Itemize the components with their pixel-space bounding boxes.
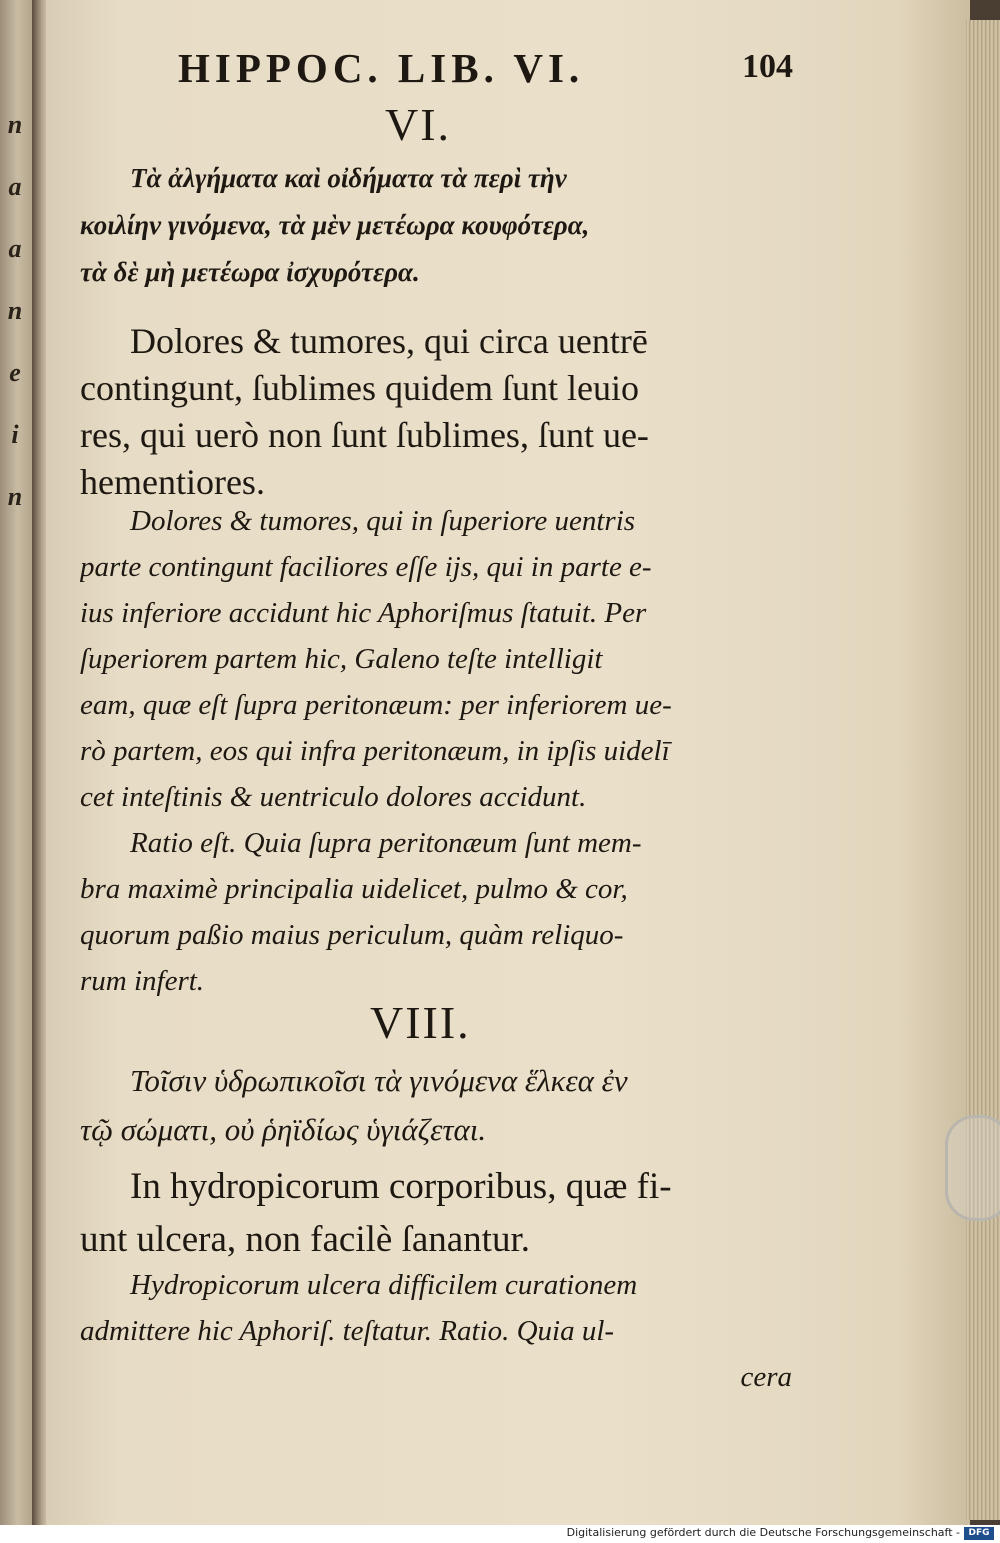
latin-line: unt ulcera, non facilè ſanantur. <box>80 1219 530 1260</box>
greek-aphorism-viii <box>80 1056 800 1154</box>
left-letter: a <box>8 234 22 263</box>
left-letter: i <box>11 420 19 449</box>
digitization-footer <box>0 1525 1000 1543</box>
running-head: HIPPOC. LIB. VI. <box>178 45 585 91</box>
clip-shadow <box>945 1115 1000 1221</box>
page-number: 104 <box>742 48 793 85</box>
left-letter: n <box>7 110 23 139</box>
latin-line: In hydropicorum corporibus, quæ fi- <box>130 1166 672 1207</box>
dfg-logo: DFG <box>964 1527 994 1540</box>
commentary-line: ſuperiorem partem hic, Galeno teſte intelligit <box>80 643 603 675</box>
section-numeral-vi: VI. <box>385 99 452 150</box>
section-numeral-viii: VIII. <box>370 997 471 1048</box>
commentary-line: Hydropicorum ulcera difficilem curationem <box>130 1269 638 1301</box>
commentary-line: eam, quæ eſt ſupra peritonæum: per inferiorem ue- <box>80 689 672 721</box>
commentary-line: bra maximè principalia uidelicet, pulmo & cor, <box>80 873 628 905</box>
commentary-line: ius inferiore accidunt hic Aphoriſmus ſtatuit. Per <box>80 597 647 629</box>
greek-line: κοιλίην γινόμενα, τὰ μὲν μετέωρα κουφότερα, <box>80 210 590 240</box>
commentary-line: admittere hic Aphoriſ. teſtatur. Ratio. Quia ul- <box>80 1315 615 1347</box>
page-edges <box>966 20 1000 1520</box>
greek-line: τὰ δὲ μὴ μετέωρα ἰσχυρότερα. <box>80 257 420 287</box>
greek-aphorism-vi <box>80 155 800 296</box>
commentary-viii <box>80 1262 800 1400</box>
latin-line: contingunt, ſublimes quidem ſunt leuio <box>80 368 639 408</box>
greek-line: τῷ σώματι, οὐ ῥηϊδίως ὑγιάζεται. <box>80 1112 487 1147</box>
latin-line: hementiores. <box>80 462 265 502</box>
commentary-line: Ratio eſt. Quia ſupra peritonæum ſunt mem- <box>130 827 642 859</box>
greek-line: Τοῖσιν ὑδρωπικοῖσι τὰ γινόμενα ἕλκεα ἐν <box>130 1063 628 1098</box>
commentary-vi <box>80 498 800 1004</box>
commentary-line: Dolores & tumores, qui in ſuperiore uentris <box>130 505 636 537</box>
left-letter: n <box>7 296 23 325</box>
latin-line: Dolores & tumores, qui circa uentrē <box>130 321 648 361</box>
left-letter: a <box>8 172 22 201</box>
latin-aphorism-viii <box>80 1160 800 1266</box>
latin-line: res, qui uerò non ſunt ſublimes, ſunt ue- <box>80 415 649 455</box>
catchword: cera <box>740 1361 792 1393</box>
left-page-letters <box>2 110 28 544</box>
left-page-edge <box>0 0 32 1525</box>
commentary-line: rum infert. <box>80 965 205 997</box>
commentary-line: parte contingunt faciliores eſſe ijs, qui in parte e- <box>80 551 652 583</box>
commentary-line: cet inteſtinis & uentriculo dolores accidunt. <box>80 781 587 813</box>
left-letter: n <box>7 482 23 511</box>
left-letter: e <box>9 358 21 387</box>
greek-line: Τὰ ἀλγήματα καὶ οἰδήματα τὰ περὶ τὴν <box>130 163 567 193</box>
funding-credit: Digitalisierung gefördert durch die Deutsche Forschungsgemeinschaft - <box>566 1526 960 1539</box>
latin-aphorism-vi <box>80 318 800 506</box>
commentary-line: quorum paßio maius periculum, quàm reliquo- <box>80 919 624 951</box>
commentary-line: rò partem, eos qui infra peritonæum, in ipſis uidelī <box>80 735 670 767</box>
